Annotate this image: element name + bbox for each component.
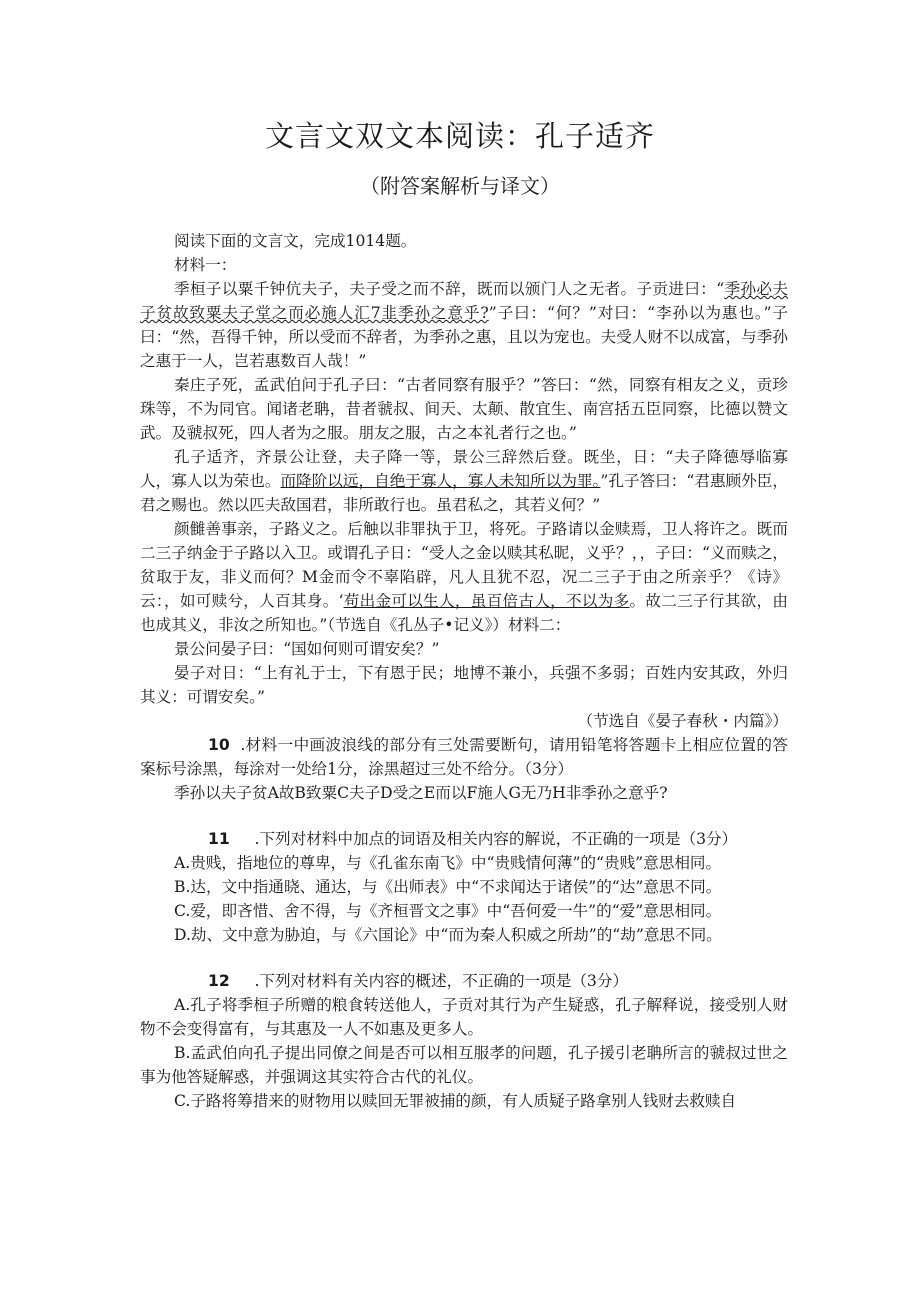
wavy-underlined-sentence: 季孙必夫子贫故致粟夫子堂之而必施人汇7韭季孙之意乎?	[140, 280, 788, 322]
material2-paragraph-1: 景公问晏子曰：“国如何则可谓安矣？”	[174, 640, 440, 658]
question-12-option-a: A.孔子将季桓子所赠的粮食转送他人，子贡对其行为产生疑惑，孔子解释说，接受别人财物不会变得富有，与其惠及一人不如惠及更多人。	[140, 996, 788, 1038]
underlined-sentence-2: 苟出金可以生人，虽百倍古人，不以为多	[343, 592, 630, 610]
question-10-text: .材料一中画波浪线的部分有三处需要断句，请用铅笔将答题卡上相应位置的答案标号涂黑，每涂对一处给1分，涂黑超过三处不给分。（3分）	[140, 736, 788, 778]
document-body	[140, 229, 788, 1113]
question-11-option-c: C.爱，即吝惜、舍不得，与《齐桓晋文之事》中“吾何爱一牛”的“爱”意思相同。	[174, 902, 722, 920]
question-11-option-d: D.劫、文中意为胁迫，与《六国论》中“而为秦人积威之所劫”的“劫”意思不同。	[174, 926, 722, 944]
material1-label: 材料一：	[174, 256, 237, 274]
material1-p3-text-a: 孔子适齐，齐景公让登，夫子降一等，景公三辞然后登。既坐，日：“夫子降德辱临寡人，寡人以为荣也。	[140, 448, 788, 490]
material2-source: （节选自《晏子春秋・内篇》）	[577, 712, 788, 730]
question-10-number: 10	[208, 736, 230, 754]
question-12-text: .下列对材料有关内容的概述，不正确的一项是（3分）	[254, 972, 629, 990]
material1-p4-text-a: 颜雠善事亲，子路义之。后触以非罪执于卫，将死。子路请以金赎焉，卫人将许之。既而二三子纳金于子路以入卫。或谓孔子日：“受人之金以赎其私昵，义乎？，，子曰：“义而赎之，贫取于友，非义而何？M金而令不辜陷辟，凡人且犹不忍，况二三子于由之所亲乎？《诗》云：，如可赎兮，人百其身。‘	[140, 520, 788, 610]
material1-p4-text-b: 。故二三子行其欲，由也成其义，非汝之所知也。”（节选自《孔丛子•记义》）材料二：	[140, 592, 788, 634]
question-10-sentence: 季孙以夫子贫A故B致粟C夫子D受之E而以F施人G无乃H非季孙之意乎?	[174, 784, 668, 802]
question-11-stem	[140, 827, 788, 851]
question-11-option-b: B.达，文中指通晓、通达，与《出师表》中“不求闻达于诸侯”的“达”意思不同。	[174, 878, 722, 896]
material1-paragraph-4	[140, 517, 788, 637]
spacer	[140, 805, 788, 827]
document-title: 文言文双文本阅读：孔子适齐	[264, 119, 655, 153]
material1-p1-text-a: 季桓子以粟千钟伉夫子，夫子受之而不辞，既而以颁门人之无者。子贡进曰：“	[174, 280, 725, 298]
material1-paragraph-2: 秦庄子死，孟武伯问于孔子曰：“古者同察有服乎？”答曰：“然，同察有相友之义，贡珍珠等，不为同官。闻诸老聃，昔者虢叔、间天、太颠、散宜生、南宫括五臣同察，比德以赞文武。及虢叔死，四人者为之服。朋友之服，古之本礼者行之也。”	[140, 376, 788, 442]
material1-p3-text-b: ”孔子答曰：“君惠顾外臣，君之赐也。然以匹夫敌国君，非所敢行也。虽君私之，其若义何？”	[140, 472, 788, 514]
question-11-text: .下列对材料中加点的词语及相关内容的解说，不正确的一项是（3分）	[254, 830, 738, 848]
question-10	[140, 733, 788, 781]
question-12-option-c: C.子路将筹措来的财物用以赎回无罪被捕的颜，有人质疑子路拿别人钱财去救赎自	[174, 1092, 737, 1110]
question-12-option-b: B.孟武伯向孔子提出同僚之间是否可以相互服孝的问题，孔子援引老聃所言的虢叔过世之事为他答疑解惑，并强调这其实符合古代的礼仪。	[140, 1044, 788, 1086]
material2-paragraph-2: 晏子对日：“上有礼于士，下有恩于民；地博不兼小，兵强不多弱；百姓内安其政，外归其义：可谓安矣。”	[140, 664, 788, 706]
material1-p1-text-b: ”子曰：“何？”对曰：“李孙以为惠也。”子曰：“然，吾得千钟，所以受而不辞者，为季孙之惠，且以为宠也。夫受人财不以成富，与季孙之惠于一人，岂若惠数百人哉！”	[140, 304, 788, 370]
underlined-sentence-1: 而降阶以远，自绝于寡人，寡人未知所以为罪。	[280, 472, 601, 490]
question-11-option-a: A.贵贱，指地位的尊卑，与《孔雀东南飞》中“贵贱情何薄”的“贵贱”意思相同。	[174, 854, 722, 872]
question-12-stem	[140, 969, 788, 993]
spacer	[140, 947, 788, 969]
material1-paragraph-1	[140, 277, 788, 373]
document-subtitle: （附答案解析与译文）	[360, 174, 560, 198]
material1-paragraph-3	[140, 445, 788, 517]
intro-line: 阅读下面的文言文，完成1014题。	[174, 232, 417, 250]
question-12-number: 12	[208, 972, 230, 990]
question-11-number: 11	[208, 830, 230, 848]
